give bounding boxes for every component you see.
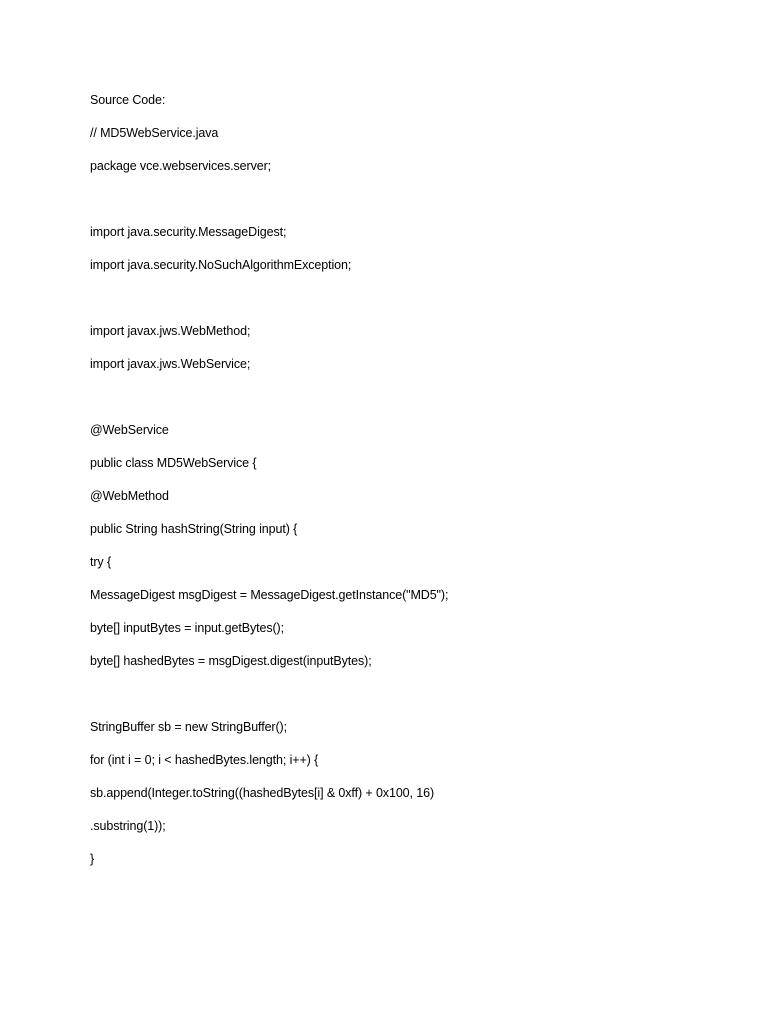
code-line-package: package vce.webservices.server; <box>90 159 272 173</box>
code-line-method-signature: public String hashString(String input) { <box>90 522 298 536</box>
code-line-filename-comment: // MD5WebService.java <box>90 126 219 140</box>
code-line-try: try { <box>90 555 112 569</box>
code-line-webmethod-annotation: @WebMethod <box>90 489 169 503</box>
code-line-for-loop: for (int i = 0; i < hashedBytes.length; i++) { <box>90 753 319 767</box>
code-line-stringbuffer: StringBuffer sb = new StringBuffer(); <box>90 720 287 734</box>
code-line-substring: .substring(1)); <box>90 819 166 833</box>
code-line-closing-brace: } <box>90 852 95 866</box>
code-line-append: sb.append(Integer.toString((hashedBytes[i] & 0xff) + 0x100, 16) <box>90 786 435 800</box>
code-line-import-webservice: import javax.jws.WebService; <box>90 357 251 371</box>
code-line-import-messagedigest: import java.security.MessageDigest; <box>90 225 287 239</box>
code-line-input-bytes: byte[] inputBytes = input.getBytes(); <box>90 621 284 635</box>
code-line-messagedigest-instance: MessageDigest msgDigest = MessageDigest.getInstance("MD5"); <box>90 588 449 602</box>
code-line-hashed-bytes: byte[] hashedBytes = msgDigest.digest(inputBytes); <box>90 654 372 668</box>
code-line-class-declaration: public class MD5WebService { <box>90 456 257 470</box>
code-line-import-webmethod: import javax.jws.WebMethod; <box>90 324 251 338</box>
code-line-webservice-annotation: @WebService <box>90 423 169 437</box>
source-code-heading: Source Code: <box>90 93 166 107</box>
code-line-import-nosuchalgorithm: import java.security.NoSuchAlgorithmException; <box>90 258 352 272</box>
